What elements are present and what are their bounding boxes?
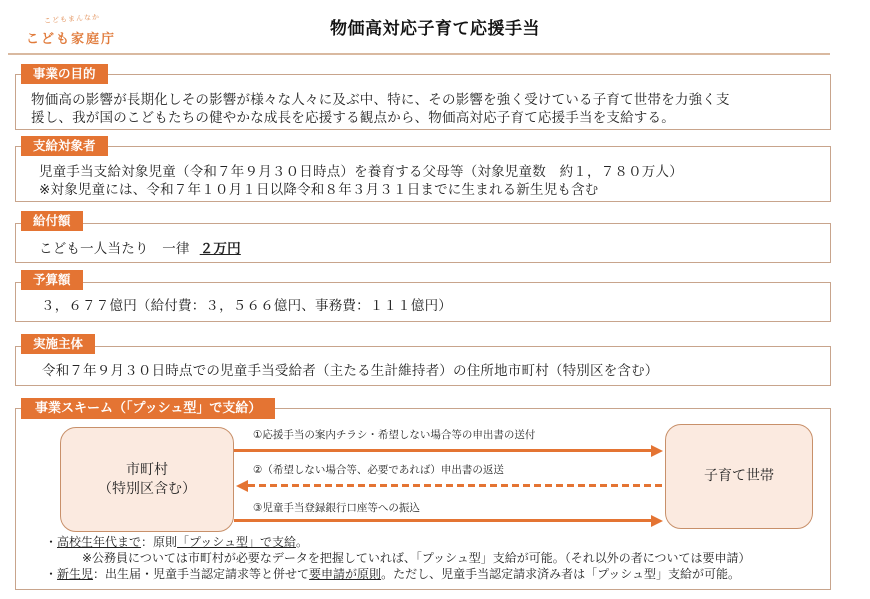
- arrow-right-icon: [651, 445, 663, 457]
- benefit-text: [39, 240, 241, 258]
- section-label: 事業スキーム（「プッシュ型」で支給）: [21, 398, 275, 419]
- flow-3-arrow: [234, 519, 654, 522]
- section-label: 予算額: [21, 270, 83, 290]
- section-label: 給付額: [21, 211, 83, 231]
- note-end: 。ただし、児童手当認定請求済み者は「プッシュ型」支給が可能。: [381, 567, 740, 581]
- page-title: 物価高対応子育て応援手当: [330, 19, 540, 39]
- municipality-name: 市町村: [126, 461, 168, 478]
- section-scheme: [15, 398, 831, 590]
- eligibility-line-1: 児童手当支給対象児童（令和７年９月３０日時点）を養育する父母等（対象児童数 約１，７８０万人）: [39, 164, 683, 180]
- note-sep: ：原則: [141, 535, 178, 549]
- section-benefit: [15, 211, 831, 263]
- section-budget: [15, 270, 831, 322]
- section-eligibility: [15, 136, 831, 202]
- budget-text: ３，６７７億円（給付費：３，５６６億円、事務費：１１１億円）: [41, 298, 452, 314]
- section-purpose: [15, 64, 831, 130]
- arrow-right-icon: [651, 515, 663, 527]
- purpose-line-2: 援し、我が国のこどもたちの健やかな成長を応援する観点から、物価高対応子育て応援手当を支給する。: [31, 110, 675, 126]
- note-middle: ：出生届・児童手当認定請求等と併せて: [93, 567, 310, 581]
- household-node: [665, 424, 813, 529]
- logo-name: こども家庭庁: [26, 32, 117, 47]
- purpose-line-1: 物価高の影響が長期化しその影響が様々な人々に及ぶ中、特に、その影響を強く受けている子育て世帯を力強く支: [31, 92, 730, 108]
- note-civil-servants: ※公務員については市町村が必要なデータを把握していれば、「プッシュ型」支給が可能。（それ以外の者については要申請）: [82, 551, 751, 565]
- note-newborn: [45, 567, 740, 582]
- section-implementer: [15, 334, 831, 386]
- note-term: 高校生年代まで: [57, 535, 142, 549]
- section-label: 事業の目的: [21, 64, 108, 84]
- flow-1-label: ①応援手当の案内チラシ・希望しない場合等の申出書の送付: [253, 429, 536, 441]
- section-label: 実施主体: [21, 334, 95, 354]
- arrow-left-icon: [236, 480, 248, 492]
- section-label: 支給対象者: [21, 136, 108, 156]
- note-highlight: 要申請が原則: [309, 567, 382, 581]
- municipality-node: [60, 427, 234, 532]
- note-term: 新生児: [57, 567, 94, 581]
- benefit-amount: ２万円: [199, 241, 241, 257]
- note-bullet: ・: [45, 567, 58, 581]
- eligibility-line-2: ※対象児童には、令和７年１０月１日以降令和８年３月３１日までに生まれる新生児も含む: [39, 182, 599, 198]
- note-highlight: 「プッシュ型」で支給: [177, 535, 296, 549]
- flow-1-arrow: [234, 449, 654, 452]
- benefit-prefix: こども一人当たり 一律: [39, 241, 190, 257]
- note-high-school: [45, 535, 308, 550]
- logo-tagline: こどもまんなか: [43, 13, 101, 25]
- household-name: 子育て世帯: [704, 468, 774, 484]
- note-bullet: ・: [45, 535, 58, 549]
- flow-3-label: ③児童手当登録銀行口座等への振込: [253, 502, 420, 514]
- flow-2-label: ②（希望しない場合等、必要であれば）申出書の返送: [253, 464, 504, 476]
- header-divider: [8, 53, 830, 55]
- municipality-subtitle: （特別区含む）: [98, 480, 196, 497]
- flow-2-arrow: [248, 484, 665, 487]
- note-end: 。: [295, 535, 308, 549]
- implementer-text: 令和７年９月３０日時点での児童手当受給者（主たる生計維持者）の住所地市町村（特別区を含む）: [42, 363, 659, 379]
